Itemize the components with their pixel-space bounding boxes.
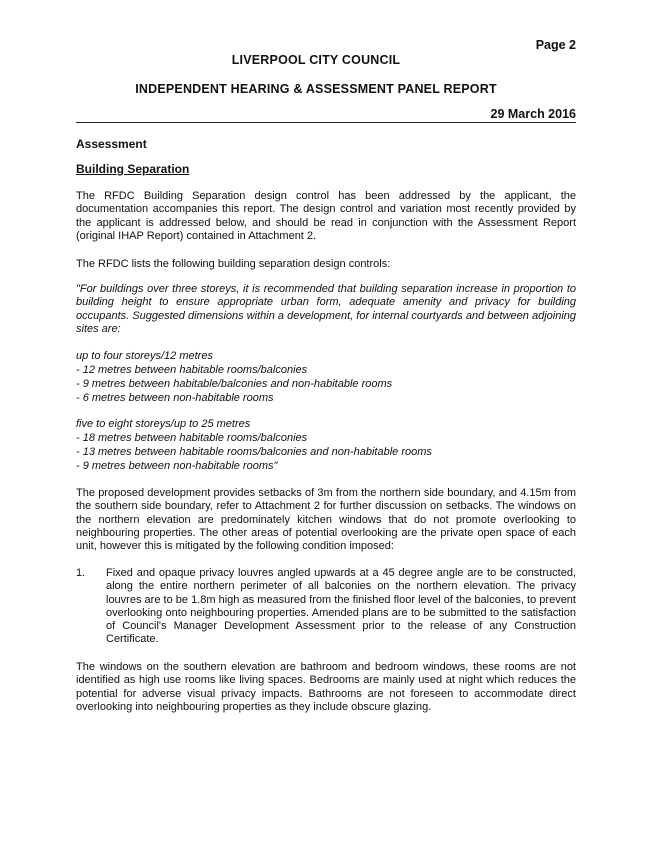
group1-line: - 9 metres between habitable/balconies and non-habitable rooms	[76, 378, 393, 390]
group2-line: - 13 metres between habitable rooms/balconies and non-habitable rooms	[76, 446, 432, 458]
council-name: LIVERPOOL CITY COUNCIL	[231, 53, 401, 67]
page-number: Page 2	[535, 38, 576, 52]
subsection-heading: Building Separation	[76, 162, 190, 176]
group2-line: - 9 metres between non-habitable rooms"	[76, 460, 278, 472]
report-title: INDEPENDENT HEARING & ASSESSMENT PANEL REPORT	[135, 82, 497, 96]
quote-intro: "For buildings over three storeys, it is recommended that building separation increase in proportion to building height to ensure appropriate urban form, adequate amenity and privacy for building occupants. Suggested dimensions within a development, for internal courtyards and between adjoining sites are:	[76, 283, 576, 335]
group2-line: five to eight storeys/up to 25 metres	[76, 418, 251, 430]
condition-text: Fixed and opaque privacy louvres angled upwards at a 45 degree angle are to be constructed, along the entire northern perimeter of all balconies on the northern elevation. The privacy louvres are to be 1.8m high as measured from the finished floor level of the balconies, to prevent overlooking onto neighbouring properties. Amended plans are to be submitted to the satisfaction of Council's Manager Development Assessment prior to the release of any Construction Certificate.	[106, 567, 576, 646]
paragraph-intro: The RFDC Building Separation design control has been addressed by the applicant, the documentation accompanies this report. The design control and variation most recently provided by the applicant is addressed below, and should be read in conjunction with the Assessment Report (original IHAP Report) contained in Attachment 2.	[76, 190, 576, 242]
section-heading: Assessment	[76, 137, 147, 151]
report-date: 29 March 2016	[490, 107, 576, 121]
condition-number: 1.	[76, 567, 86, 579]
header-divider	[76, 122, 576, 123]
group1-line: - 12 metres between habitable rooms/balconies	[76, 364, 308, 376]
group2-line: - 18 metres between habitable rooms/balconies	[76, 432, 308, 444]
group1-line: - 6 metres between non-habitable rooms	[76, 392, 274, 404]
paragraph-southern-elevation: The windows on the southern elevation are bathroom and bedroom windows, these rooms are not identified as high use rooms like living spaces. Bedrooms are mainly used at night which reduces the potential for adverse visual privacy impacts. Bathrooms are not foreseen to accommodate direct overlooking into neighbouring properties as they include obscure glazing.	[76, 661, 576, 713]
paragraph-controls-lead: The RFDC lists the following building separation design controls:	[76, 258, 391, 270]
group1-line: up to four storeys/12 metres	[76, 350, 213, 362]
paragraph-setbacks: The proposed development provides setbacks of 3m from the northern side boundary, and 4.15m from the southern side boundary, refer to Attachment 2 for further discussion on setbacks. The windows on the northern elevation are predominately kitchen windows that do not promote overlooking to neighbouring properties. The other areas of potential overlooking are the private open space of each unit, however this is mitigated by the following condition imposed:	[76, 487, 576, 553]
